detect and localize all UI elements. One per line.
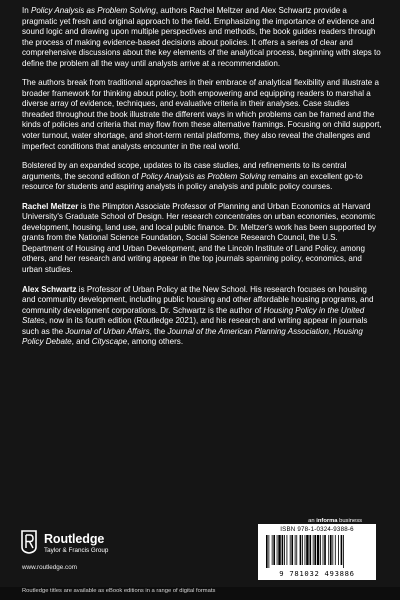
text-span: Bolstered by an expanded scope, updates to its case studies, and refinements to its central arguments, the second edition of (22, 161, 347, 181)
barcode-bar (338, 535, 339, 565)
text-span: remains an excellent go-to resource for students and aspiring analysts in policy analysis and public policy courses. (22, 171, 363, 192)
barcode-bar (282, 535, 284, 565)
barcode-bar (278, 535, 280, 565)
barcode-bar (323, 535, 324, 565)
publisher-name: Routledge (44, 532, 105, 546)
book-title-italic: Policy Analysis as Problem Solving (30, 6, 156, 15)
author-bio-meltzer (22, 202, 382, 276)
text-span: , (328, 326, 334, 336)
barcode-bar (290, 535, 291, 565)
barcode-bar (272, 535, 273, 565)
author-name: Alex Schwartz (22, 284, 77, 294)
barcode-bar (341, 535, 343, 565)
blurb-paragraph-3 (22, 161, 382, 193)
footer-strip (0, 587, 400, 600)
barcode-bar (324, 535, 326, 565)
isbn-label: ISBN 978-1-0324-9388-6 (280, 526, 354, 533)
author-name: Rachel Meltzer (22, 201, 79, 211)
barcode-bar (277, 535, 278, 565)
journal-title-italic: Journal of the American Planning Association (167, 326, 329, 336)
routledge-mark-icon (20, 530, 39, 554)
text-span: is Professor of Urban Policy at the New School. His research focuses on housing and community development, including public housing and other affordable housing programs, and community development corporations. Dr. Schwartz is the author of (22, 284, 374, 315)
barcode-bar (330, 535, 332, 565)
barcode-bar (313, 535, 314, 565)
publisher-url: www.routledge.com (22, 564, 77, 571)
barcode-bar (296, 535, 297, 565)
book-title-italic: Policy Analysis as Problem Solving (141, 171, 266, 181)
barcode-bar (284, 535, 285, 565)
barcode-bar (335, 535, 336, 565)
text-span: , among others. (127, 337, 184, 347)
barcode-bar (266, 535, 268, 568)
barcode-bar (343, 535, 344, 568)
barcode-bar (332, 535, 333, 565)
barcode-bar (328, 535, 329, 565)
informa-brand: informa (316, 518, 338, 524)
blurb-text (22, 6, 382, 357)
blurb-paragraph-2 (22, 78, 382, 152)
blurb-paragraph-1 (22, 6, 382, 69)
barcode-bar (317, 535, 319, 565)
isbn-barcode (258, 524, 376, 580)
text-span: an (308, 518, 317, 524)
barcode-bar (273, 535, 275, 565)
journal-title-italic: Housing Policy Debate (22, 326, 363, 347)
barcode-bar (314, 535, 316, 565)
barcode-bar (300, 535, 302, 565)
barcode-bar (320, 535, 321, 565)
barcode-bar (268, 535, 269, 568)
barcode-bars (266, 535, 368, 568)
text-span: , and (71, 337, 92, 347)
barcode-bar (302, 535, 303, 565)
barcode-bar (287, 535, 288, 565)
text-span: , now in its fourth edition (Routledge 2021), and his research and writing appear in journals such as the (22, 316, 368, 336)
author-bio-schwartz (22, 285, 382, 348)
barcode-digits: 9 781032 493886 (279, 569, 355, 578)
text-span: is the Plimpton Associate Professor of Planning and Urban Economics at Harvard University's Graduate School of Design. Her research concentrates on urban economies, economic development, housing, land use, and local public finance. Dr. Meltzer's work has been supported by grants from the National Science Foundation, Social Science Research Council, the U.S. Department of Housing and Urban Development, and the Lincoln Institute of Land Policy, among others, and her research and writing appear in the top journals spanning policy, economics, and urban studies. (22, 201, 377, 275)
text-span: The authors break from traditional approaches in their embrace of analytical flexibility and illustrate a broader framework for thinking about policy, both empowering and equipping readers to marshal a diverse array of evidence, techniques, and evaluative criteria in their analyses. Case studies threaded throughout the book illustrate the different ways in which problems can be framed and the kinds of policies and criteria that may flow from these alternative framings. Focusing on child support, voter turnout, water shortage, and short-term rental platforms, they also reveal the challenges and imperfect conditions that analysts encounter in the real world. (22, 78, 382, 151)
text-span: , the (149, 326, 168, 336)
barcode-bar (291, 535, 293, 565)
barcode-bar (305, 535, 306, 565)
barcode-bar (295, 535, 296, 565)
text-span: business (337, 518, 362, 524)
barcode-bar (309, 535, 311, 565)
text-span: , authors Rachel Meltzer and Alex Schwartz provide a pragmatic yet fresh and original approach to the field. Emphasizing the importance of evidence and sound logic and drawing upon multiple perspectives and methods, the book guides readers through the process of making evidence-based decisions about policies. It offers a series of clear and comprehensive discussions about the key elements of the analytical process, beginning with steps to define the problem all the way until analysts arrive at a recommendation. (22, 6, 381, 68)
ebook-note: Routledge titles are available as eBook editions in a range of digital formats (22, 588, 216, 594)
publisher-logo (20, 530, 150, 568)
publisher-group: Taylor & Francis Group (44, 547, 109, 554)
text-span: In (22, 6, 31, 15)
barcode-bar (306, 535, 308, 565)
book-title-italic: Housing Policy in the United States (22, 305, 365, 326)
journal-title-italic: Journal of Urban Affairs (65, 326, 150, 336)
journal-title-italic: Cityscape (91, 337, 128, 347)
